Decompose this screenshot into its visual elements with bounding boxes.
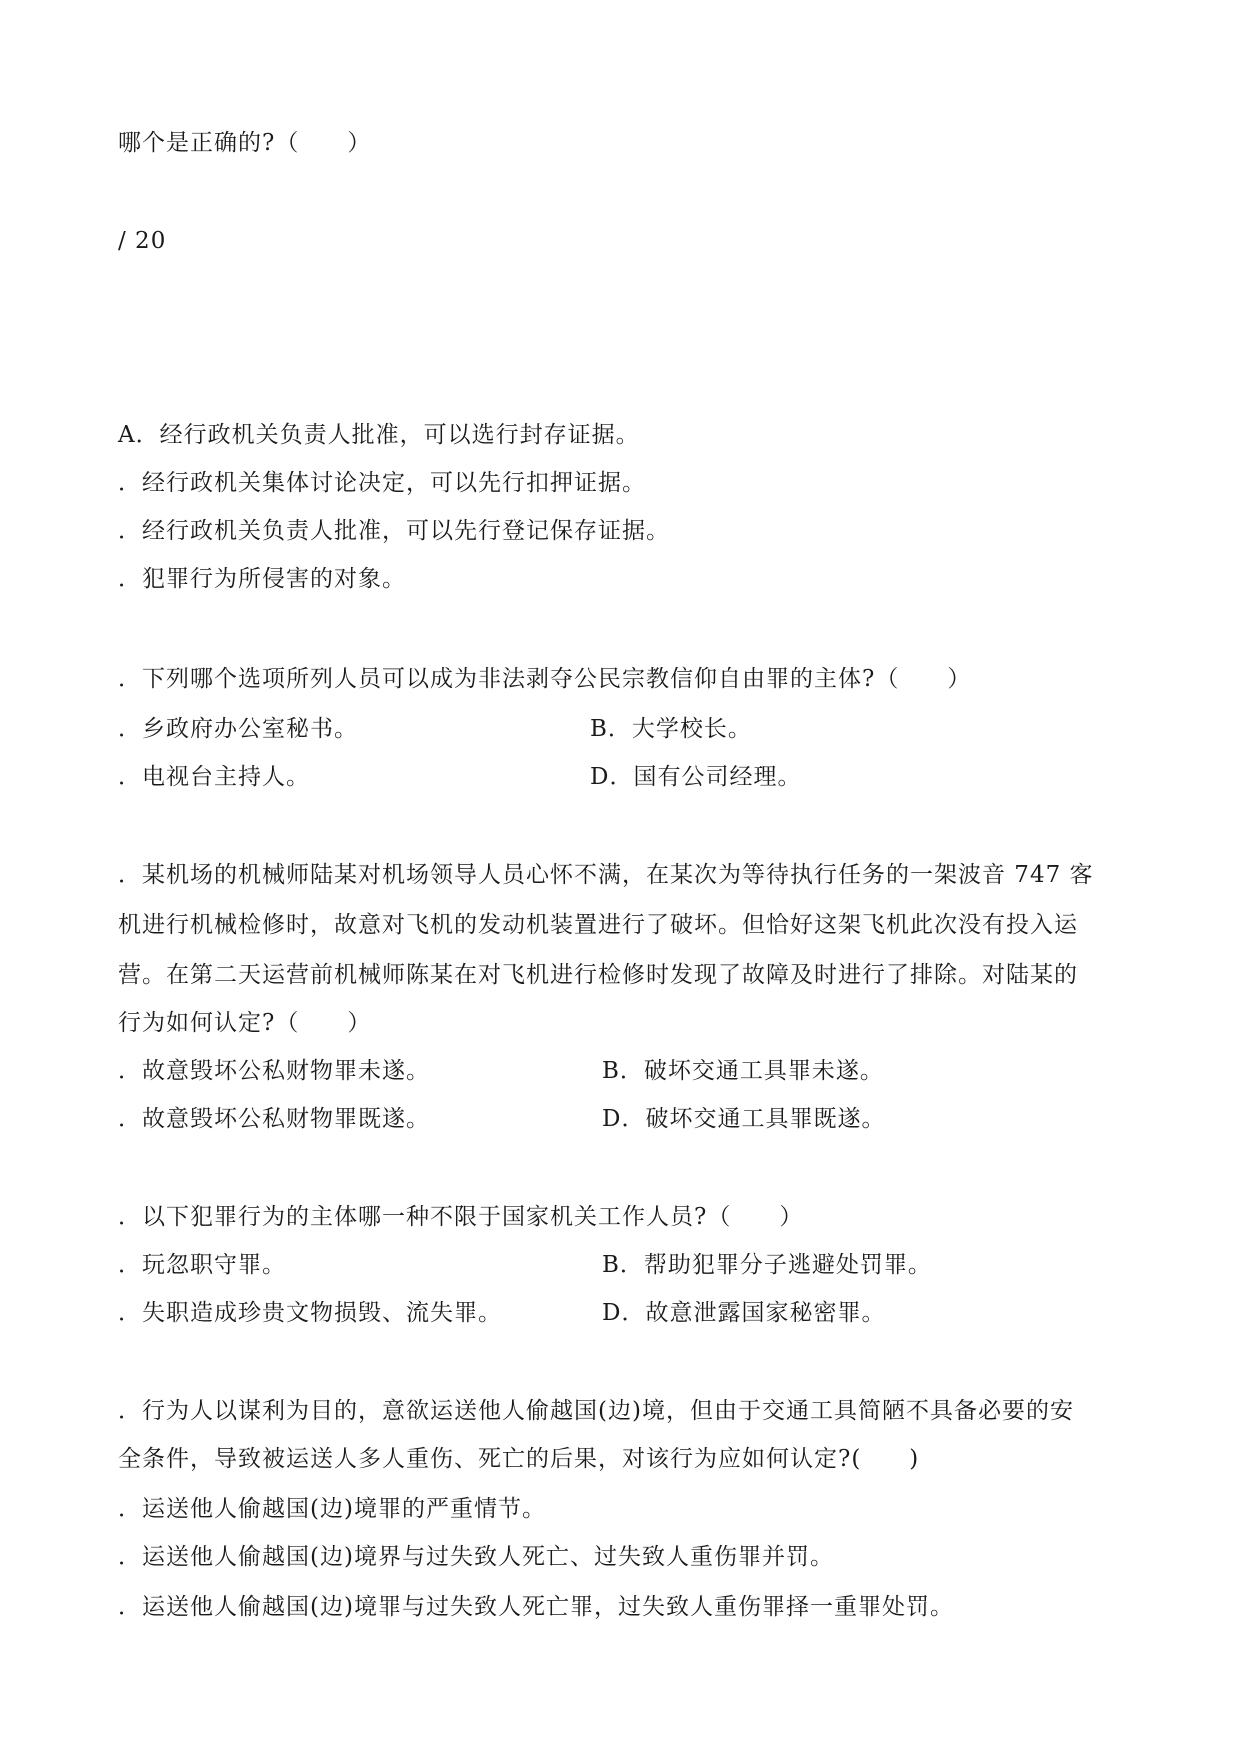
q3-option-b: B．帮助犯罪分子逃避处罚罪。 bbox=[602, 1252, 932, 1278]
question-tail-text: 哪个是正确的?（ ） bbox=[118, 130, 372, 156]
prev-option-c: ．经行政机关负责人批准，可以先行登记保存证据。 bbox=[118, 518, 670, 544]
q1-stem: ．下列哪个选项所列人员可以成为非法剥夺公民宗教信仰自由罪的主体?（ ） bbox=[118, 666, 972, 692]
q2-option-c: ．故意毁坏公私财物罪既遂。 bbox=[118, 1106, 430, 1132]
q3-stem: ．以下犯罪行为的主体哪一种不限于国家机关工作人员?（ ） bbox=[118, 1204, 804, 1230]
q4-stem-line-1: ．行为人以谋利为目的，意欲运送他人偷越国(边)境，但由于交通工具简陋不具备必要的安 bbox=[118, 1398, 1074, 1424]
prev-option-d: ．犯罪行为所侵害的对象。 bbox=[118, 566, 406, 592]
q4-option-b: ．运送他人偷越国(边)境界与过失致人死亡、过失致人重伤罪并罚。 bbox=[118, 1544, 834, 1570]
q1-option-d: D．国有公司经理。 bbox=[590, 764, 802, 790]
q3-option-c: ．失职造成珍贵文物损毁、流失罪。 bbox=[118, 1300, 502, 1326]
q1-option-b: B．大学校长。 bbox=[590, 716, 752, 742]
q2-option-b: B．破坏交通工具罪未遂。 bbox=[602, 1058, 884, 1084]
q4-stem-line-2: 全条件，导致被运送人多人重伤、死亡的后果，对该行为应如何认定?( ) bbox=[118, 1446, 920, 1472]
prev-option-a: A．经行政机关负责人批准，可以选行封存证据。 bbox=[118, 422, 640, 448]
q3-option-a: ．玩忽职守罪。 bbox=[118, 1252, 286, 1278]
q2-stem-line-2: 机进行机械检修时，故意对飞机的发动机装置进行了破坏。但恰好这架飞机此次没有投入运 bbox=[118, 912, 1078, 938]
q4-option-c: ．运送他人偷越国(边)境罪与过失致人死亡罪，过失致人重伤罪择一重罪处罚。 bbox=[118, 1594, 954, 1620]
q2-stem-line-3: 营。在第二天运营前机械师陈某在对飞机进行检修时发现了故障及时进行了排除。对陆某的 bbox=[118, 962, 1078, 988]
q2-option-a: ．故意毁坏公私财物罪未遂。 bbox=[118, 1058, 430, 1084]
q3-option-d: D．故意泄露国家秘密罪。 bbox=[602, 1300, 886, 1326]
q1-option-a: ．乡政府办公室秘书。 bbox=[118, 716, 358, 742]
q1-option-c: ．电视台主持人。 bbox=[118, 764, 310, 790]
page-marker: / 20 bbox=[118, 228, 167, 254]
q2-stem-line-1: ．某机场的机械师陆某对机场领导人员心怀不满，在某次为等待执行任务的一架波音 747 客 bbox=[118, 862, 1094, 888]
q2-option-d: D．破坏交通工具罪既遂。 bbox=[602, 1106, 886, 1132]
q4-option-a: ．运送他人偷越国(边)境罪的严重情节。 bbox=[118, 1496, 546, 1522]
prev-option-b: ．经行政机关集体讨论决定，可以先行扣押证据。 bbox=[118, 470, 646, 496]
q2-stem-line-4: 行为如何认定?（ ） bbox=[118, 1010, 372, 1036]
